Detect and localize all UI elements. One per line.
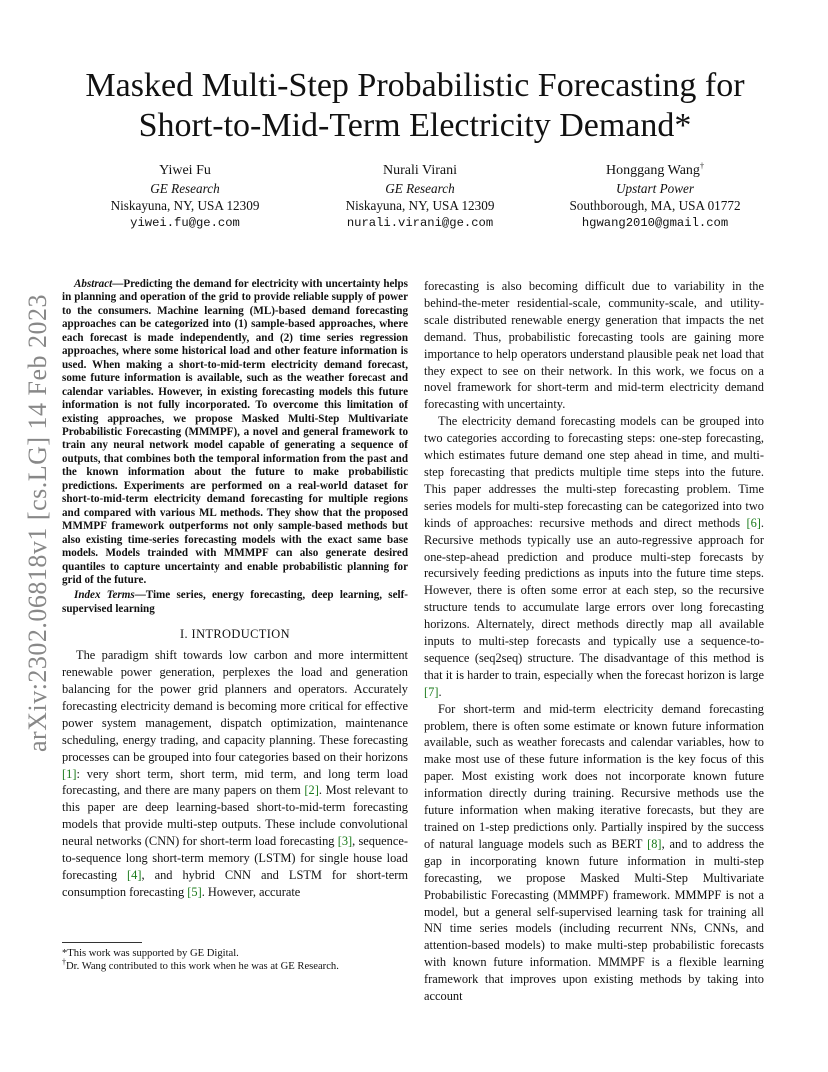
abstract-text: —Predicting the demand for electricity with uncertainty helps in planning and operation of the grid to provide reliable supply of power to the consumers. Machine learning (ML)-based demand forecasting approaches can be categorized into (1) sample-based approaches, where each forecast is made independently, and (2) time series regression approaches, where some historical load and other feature information is used. When making a short-to-mid-term electricity demand forecast, some future information is available, such as the weather forecast and calendar variables. However, in existing forecasting models this future information is not fully incorporated. To overcome this limitation of existing approaches, we propose Masked Multi-Step Multivariate Probabilistic Forecasting (MMMPF), a novel and general framework to train any neural network model capable of generating a sequence of outputs, that combines both the temporal information from the past and the known information about the future to make probabilistic predictions. Experiments are performed on a real-world dataset for short-to-mid-term electricity demand forecasting for multiple regions and compared with various ML methods. They show that the proposed MMMPF framework outperforms not only sample-based methods but also existing time-series forecasting models with the exact same base models. Models trainded with MMMPF can also generate desired quantiles to capture uncertainty and enable probabilistic planning for grid of the future. <box>62 278 408 586</box>
text-run: , sequence-to-sequence long short-term memory (LSTM) for single house load forecasting <box>62 834 408 883</box>
author-block <box>80 162 760 232</box>
text-run: . However, accurate <box>201 884 301 899</box>
abstract <box>62 278 408 587</box>
citation-link[interactable]: [5] <box>187 884 202 899</box>
author-3 <box>550 162 760 232</box>
citation-link[interactable]: [8] <box>647 836 662 851</box>
footnote-mark: † <box>62 957 66 967</box>
right-column <box>424 278 764 1005</box>
citation-link[interactable]: [7] <box>424 684 439 699</box>
title-line-1: Masked Multi-Step Probabilistic Forecasting for <box>85 67 745 104</box>
author-affiliation: GE Research <box>150 180 220 196</box>
text-run: The paradigm shift towards low carbon and more intermittent renewable power generation, perplexes the load and generation balancing for the power grid planners and operators. Accurately forecasting electricity demand is becoming more critical for effective power system management, dispatch optimization, maintenance scheduling, energy trading, and capacity planning. These forecasting processes can be grouped into four categories based on their horizons <box>62 648 408 764</box>
citation-link[interactable]: [1] <box>62 766 77 781</box>
citation-link[interactable]: [6] <box>746 515 761 530</box>
author-footnote-mark[interactable]: † <box>699 161 704 171</box>
author-email[interactable]: nurali.virani@ge.com <box>346 215 494 230</box>
index-terms-text: —Time series, energy forecasting, deep learning, self-supervised learning <box>62 589 408 615</box>
section-heading: I. INTRODUCTION <box>180 627 290 642</box>
author-1 <box>80 162 290 232</box>
footnote-2 <box>62 957 408 973</box>
author-name: Nurali Virani <box>383 163 457 178</box>
intro-paragraph <box>62 647 408 901</box>
body-paragraph: forecasting is also becoming difficult due to variability in the behind-the-meter residential-scale, community-scale, and utility-scale distributed renewable energy generation that impacts the net demand. Thus, probabilistic forecasting tools are gaining more importance to help operators understand plausible peak net load that they expect to see on their network. In this work, we focus on a novel framework for short-term and mid-term electricity demand forecasting with uncertainty. <box>424 279 764 412</box>
body-paragraph <box>424 413 764 700</box>
text-run: . Recursive methods typically use an auto-regressive approach for one-step-ahead prediction and produce multi-step forecasts by recursively feeding predictions as inputs into the future time steps. However, there is often some error at each step, so the recursive structure tends to accumulate large errors over long forecasting horizons. Alternately, direct methods directly map all available inputs to multi-step forecasts and typically use a sequence-to-sequence (seq2seq) structure. The disadvantage of this method is that it is harder to train, especially when the forecast horizon is large <box>424 515 764 682</box>
author-2 <box>315 162 525 232</box>
text-run: , and to address the gap in incorporating known future information in multi-step forecasting, we propose Masked Multi-Step Multivariate Probabilistic Forecasting (MMMPF) framework. MMMPF is not a model, but a general self-supervised learning task for training all NN time series models (including recurrent NNs, CNNs, and attention-based models) to make multi-step probabilistic forecasts with known future information. MMMPF is a flexible learning framework that improves upon existing methods by taking into account <box>424 836 764 1004</box>
author-location: Niskayuna, NY, USA 12309 <box>110 198 260 213</box>
title-line-2: Short-to-Mid-Term Electricity Demand* <box>138 107 692 144</box>
footnote-2-text: Dr. Wang contributed to this work when he was at GE Research. <box>66 961 339 973</box>
author-name: Honggang Wang <box>606 163 700 178</box>
arxiv-stamp: arXiv:2302.06818v1 [cs.LG] 14 Feb 2023 <box>23 293 52 752</box>
text-run: , and hybrid CNN and LSTM for short-term consumption forecasting <box>62 868 408 899</box>
citation-link[interactable]: [2] <box>304 783 319 798</box>
text-run: For short-term and mid-term electricity demand forecasting problem, there is often some estimate or known future information available, such as weather forecasts and calendar variables, how to make most use of these future information is the key focus of this paper. Most existing work does not incorporate known future information directly during training. Recursive methods use the future information when making iterative forecasts, but they are trained on 1-step predictions only. Partially inspired by the success of natural language models such as BERT <box>424 701 764 851</box>
text-run: . <box>438 684 442 699</box>
text-run: : very short term, short term, mid term, and long term load forecasting, and there are many papers on them <box>62 766 408 798</box>
text-run: The electricity demand forecasting models can be grouped into two categories according to forecasting steps: one-step forecasting, which estimates future demand one step ahead in time, and multi-step forecasting that predicts multiple time steps into the future. This paper addresses the multi-step forecasting problem. Time series models for multi-step forecasting can be categorized into two kinds of approaches: recursive methods and direct methods <box>424 414 764 530</box>
author-location: Niskayuna, NY, USA 12309 <box>345 198 495 213</box>
citation-link[interactable]: [3] <box>337 834 353 849</box>
paper-title <box>60 66 770 146</box>
citation-link[interactable]: [4] <box>127 868 142 883</box>
footnote-1: *This work was supported by GE Digital. <box>62 948 239 959</box>
author-location: Southborough, MA, USA 01772 <box>569 198 741 213</box>
author-email[interactable]: hgwang2010@gmail.com <box>581 215 729 230</box>
footnotes <box>62 947 408 974</box>
author-affiliation: GE Research <box>385 180 455 196</box>
footnote-rule <box>62 942 142 943</box>
abstract-label: Abstract <box>74 278 113 290</box>
left-column <box>62 278 408 901</box>
index-terms <box>62 589 408 616</box>
body-paragraph <box>424 701 764 1005</box>
author-name-line <box>550 162 760 180</box>
text-run: . Most relevant to this paper are deep learning-based short-to-mid-term forecasting models that provide multi-step outputs. These include convolutional neural networks (CNN) for short-term load forecasting <box>62 783 409 849</box>
index-terms-label: Index Terms <box>74 589 135 602</box>
author-affiliation: Upstart Power <box>615 180 695 196</box>
author-email[interactable]: yiwei.fu@ge.com <box>130 215 240 230</box>
author-name: Yiwei Fu <box>159 163 211 178</box>
